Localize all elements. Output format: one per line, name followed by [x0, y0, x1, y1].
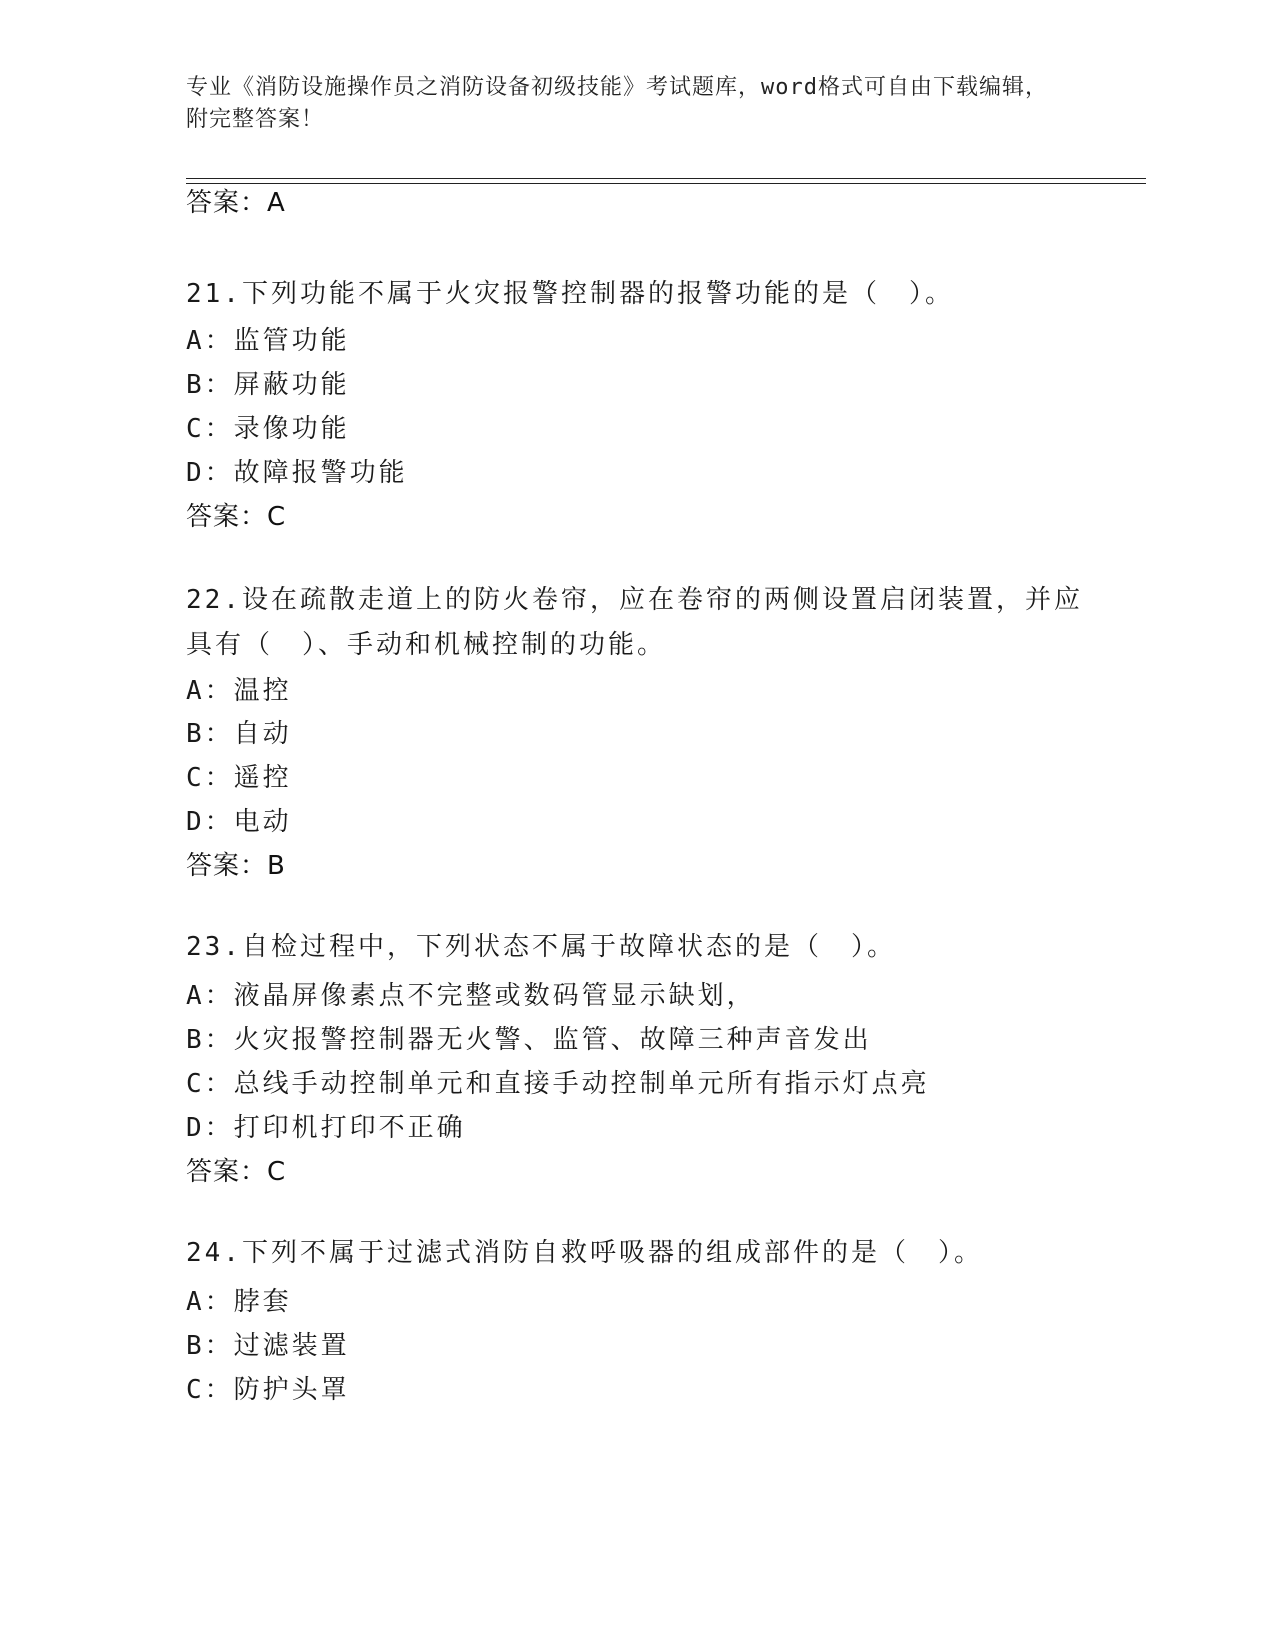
- question-21-option-a: A：监管功能: [186, 326, 350, 356]
- question-24-text: 24.下列不属于过滤式消防自救呼吸器的组成部件的是（ ）。: [186, 1238, 983, 1268]
- answer-23: 答案：C: [186, 1157, 287, 1187]
- question-21-text: 21.下列功能不属于火灾报警控制器的报警功能的是（ ）。: [186, 279, 954, 309]
- question-21-option-c: C：录像功能: [186, 414, 350, 444]
- answer-20: 答案：A: [186, 188, 286, 218]
- question-21-option-b: B：屏蔽功能: [186, 370, 350, 400]
- answer-21: 答案：C: [186, 502, 287, 532]
- question-23-option-a: A：液晶屏像素点不完整或数码管显示缺划，: [186, 981, 756, 1011]
- question-22-option-c: C：遥控: [186, 763, 292, 793]
- question-22-option-b: B：自动: [186, 719, 292, 749]
- question-21-option-d: D：故障报警功能: [186, 458, 408, 488]
- question-22-text: 22.设在疏散走道上的防火卷帘，应在卷帘的两侧设置启闭装置，并应具有（ ）、手动和机械控制的功能。: [186, 585, 1083, 660]
- header-rule-bottom: [186, 183, 1146, 184]
- question-24-option-b: B：过滤装置: [186, 1331, 350, 1361]
- question-24-option-a: A：脖套: [186, 1287, 292, 1317]
- question-23-option-d: D：打印机打印不正确: [186, 1113, 466, 1143]
- document-header: 专业《消防设施操作员之消防设备初级技能》考试题库，word格式可自由下载编辑，附完整答案！: [186, 75, 1048, 132]
- question-23-option-c: C：总线手动控制单元和直接手动控制单元所有指示灯点亮: [186, 1069, 930, 1099]
- question-23-text: 23.自检过程中，下列状态不属于故障状态的是（ ）。: [186, 932, 896, 962]
- question-22-option-d: D：电动: [186, 807, 292, 837]
- question-24-option-c: C：防护头罩: [186, 1375, 350, 1405]
- header-rule-top: [186, 178, 1146, 179]
- question-23-option-b: B：火灾报警控制器无火警、监管、故障三种声音发出: [186, 1025, 872, 1055]
- answer-22: 答案：B: [186, 851, 286, 881]
- question-22-option-a: A：温控: [186, 676, 292, 706]
